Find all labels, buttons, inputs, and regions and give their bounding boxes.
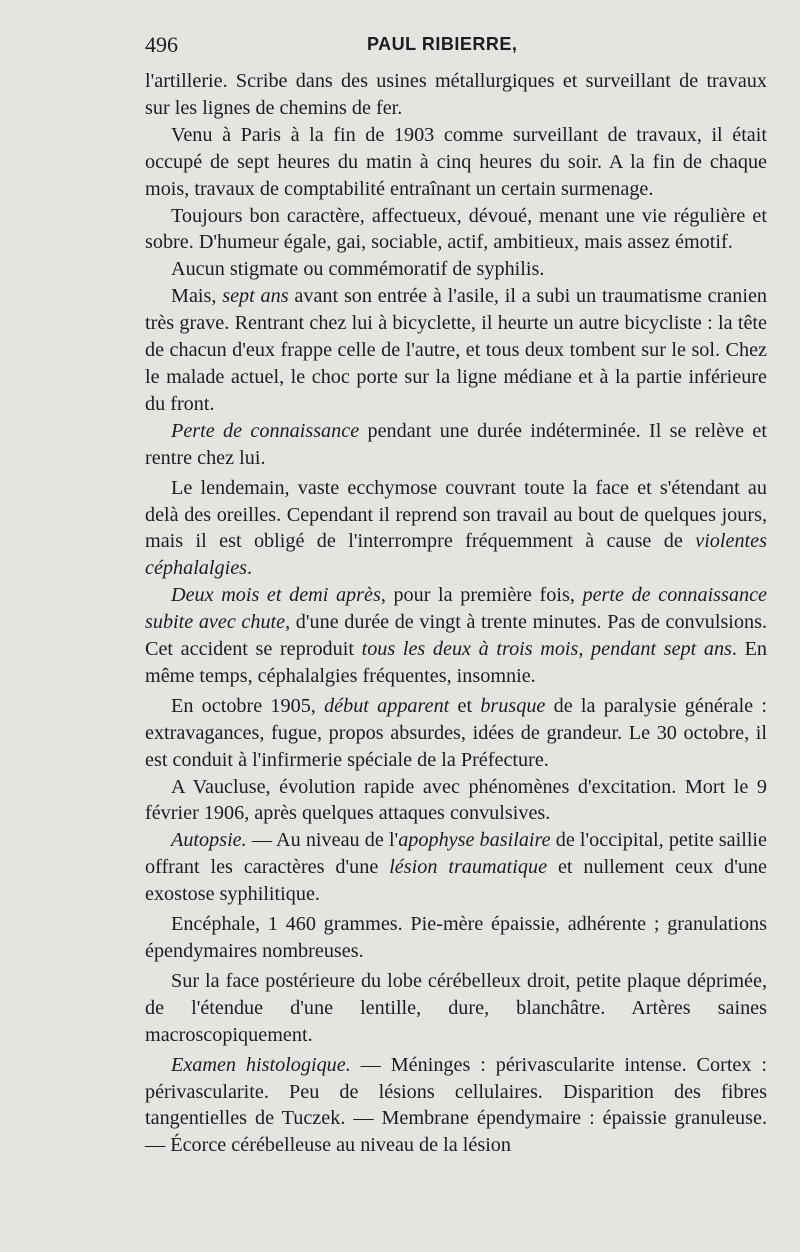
paragraph-13: Sur la face postérieure du lobe cérébelleux droit, petite plaque déprimée, de l'étendue d'une lentille, dure, blanchâtre. Artères saines macroscopiquement. xyxy=(145,969,767,1046)
paragraph-11: Autopsie. — Au niveau de l'apophyse basilaire de l'occipital, petite saillie offrant les caractères d'une lésion traumatique et nullement ceux d'une exostose syphilitique. xyxy=(145,829,767,906)
paragraph-8: Deux mois et demi après, pour la première fois, perte de connaissance subite avec chute, d'une durée de vingt à trente minutes. Pas de convulsions. Cet accident se reproduit tous les deux à trois mois, pendant sept ans. En même temps, céphalalgies fréquentes, insomnie. xyxy=(145,584,767,687)
page-number: 496 xyxy=(145,32,178,57)
page-header xyxy=(145,30,765,60)
paragraph-10: A Vaucluse, évolution rapide avec phénomènes d'excitation. Mort le 9 février 1906, après quelques attaques convulsives. xyxy=(145,775,767,825)
paragraph-6: Perte de connaissance pendant une durée indéterminée. Il se relève et rentre chez lui. xyxy=(145,419,767,469)
paragraph-2: Venu à Paris à la fin de 1903 comme surveillant de travaux, il était occupé de sept heures du matin à cinq heures du soir. A la fin de chaque mois, travaux de comptabilité entraînant un certain surmenage. xyxy=(145,123,767,200)
paragraph-4: Aucun stigmate ou commémoratif de syphilis. xyxy=(171,258,545,281)
paragraph-7: Le lendemain, vaste ecchymose couvrant toute la face et s'étendant au delà des oreilles. Cependant il reprend son travail au bout de quelques jours, mais il est obligé de l'interrompre fréquemment à cause de violentes céphalalgies. xyxy=(145,476,767,580)
running-head: PAUL RIBIERRE, xyxy=(367,34,518,54)
paragraph-9: En octobre 1905, début apparent et brusque de la paralysie générale : extravagances, fugue, propos absurdes, idées de grandeur. Le 30 octobre, il est conduit à l'infirmerie spéciale de la Préfecture. xyxy=(145,694,767,771)
paragraph-1: l'artillerie. Scribe dans des usines métallurgiques et surveillant de travaux sur les lignes de chemins de fer. xyxy=(145,70,767,119)
paragraph-5: Mais, sept ans avant son entrée à l'asile, il a subi un traumatisme cranien très grave. Rentrant chez lui à bicyclette, il heurte un autre bicycliste : la tête de chacun d'eux frappe celle de l'autre, et tous deux tombent sur le sol. Chez le malade actuel, le choc porte sur la ligne médiane et à la partie inférieure du front. xyxy=(145,285,768,415)
paragraph-12: Encéphale, 1 460 grammes. Pie-mère épaissie, adhérente ; granulations épendymaires nombreuses. xyxy=(145,913,767,962)
paragraph-14: Examen histologique. — Méninges : périvascularite intense. Cortex : périvascularite. Peu de lésions cellulaires. Disparition des fibres tangentielles de Tuczek. — Membrane épendymaire : épaissie granuleuse. — Écorce cérébelleuse au niveau de la lésion xyxy=(145,1053,767,1157)
body-text xyxy=(145,68,767,1159)
paragraph-3: Toujours bon caractère, affectueux, dévoué, menant une vie régulière et sobre. D'humeur égale, gai, sociable, actif, ambitieux, mais assez émotif. xyxy=(145,204,767,254)
